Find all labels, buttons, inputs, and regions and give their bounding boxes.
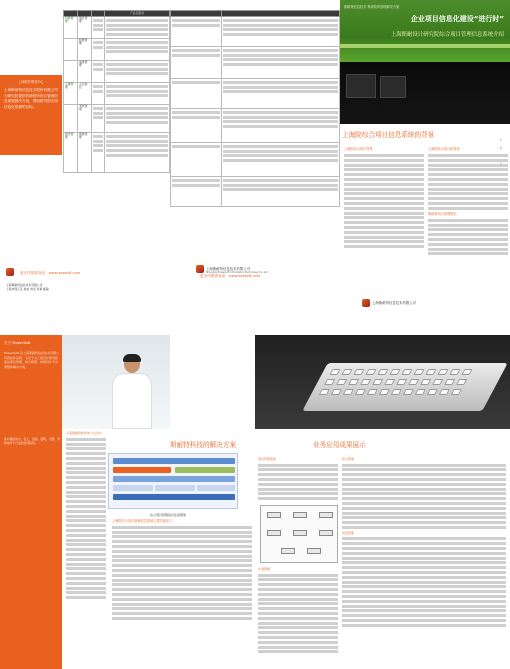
column-heading: 上海院综合项目管理信息系统主要功能如下： — [112, 519, 176, 523]
table-cell-detail — [92, 61, 105, 83]
table-cell-detail — [92, 133, 105, 173]
table-cell-category: 科研管理 — [64, 17, 78, 39]
website-link[interactable]: 更多详情请登录：www.saesoft.com — [200, 274, 261, 278]
plan-column — [258, 567, 338, 655]
requirements-column — [428, 145, 508, 257]
table-row — [64, 39, 170, 61]
monitor-image — [346, 74, 376, 98]
background-column — [344, 145, 424, 250]
column-heading: 上海院综合项目的需求 — [428, 147, 460, 151]
diagram-layer — [113, 494, 235, 500]
results-title: 业务应用成果展示 — [313, 441, 366, 449]
company-brand — [372, 300, 416, 305]
flow-node — [267, 530, 281, 536]
flow-node — [293, 530, 307, 536]
table-cell — [171, 17, 222, 47]
flow-node — [267, 512, 281, 518]
diagram-layer — [113, 485, 153, 491]
table-cell — [171, 177, 222, 207]
table-cell-detail — [105, 133, 170, 173]
table-cell-category: 人事管理 — [64, 83, 78, 105]
table-row — [171, 17, 340, 47]
column-heading: 斯耐特项目管理理念 — [428, 211, 457, 216]
cover-subtitle: 上海斯耐设计研究院综合项目管理信息系统介绍 — [390, 32, 504, 38]
diagram-layer — [113, 467, 171, 473]
flow-node — [293, 512, 307, 518]
table-cell — [171, 47, 222, 79]
section-title: 上海院综合项目信息系统的背景 — [342, 131, 435, 139]
process-column — [258, 457, 338, 502]
table-cell-detail — [92, 17, 105, 39]
management-column — [342, 457, 506, 628]
business-column — [66, 431, 106, 601]
table-cell-sub: 成果管理 — [78, 61, 92, 83]
table-cell-sub: 考核管理 — [78, 105, 92, 133]
table-cell-detail — [92, 105, 105, 133]
company-logo-icon — [362, 299, 370, 307]
table-row — [64, 105, 170, 133]
table-row — [64, 83, 170, 105]
solution-column — [112, 519, 252, 622]
cover-title: 企业项目信息化建设“进行时” — [410, 15, 504, 23]
table-cell-sub: 项目管理 — [78, 17, 92, 39]
table-cell-detail — [92, 83, 105, 105]
website-link[interactable]: 更多详情请登录：www.saesoft.com — [20, 271, 81, 275]
company-address — [6, 283, 166, 292]
table-cell-sub: 预算管理 — [78, 133, 92, 173]
table-row — [64, 133, 170, 173]
company-name: 上海斯耐特信息技术有限公司 — [6, 283, 43, 287]
cover-banner — [340, 0, 510, 62]
toc-item[interactable]: 上海院综合项目管理信息系统的背景 1 — [441, 138, 502, 142]
address-line: 上海市徐汇区 地址 电话 传真 邮编 — [6, 287, 49, 292]
callout-box — [0, 75, 62, 155]
banner-small-text: 斯耐特信息技术 科研院所管理解决方案 — [344, 5, 400, 9]
table-cell-category — [64, 105, 78, 133]
column-heading: 上海院综合项目背景 — [344, 147, 373, 151]
diagram-layer — [175, 467, 235, 473]
column-heading: 项目管理流程 — [258, 457, 277, 461]
table-row — [171, 47, 340, 79]
table-row — [64, 17, 170, 39]
column-heading: 上海斯耐特软件的“全业务” — [66, 431, 103, 435]
about-sidebar — [0, 335, 62, 669]
diagram-caption: 综合项目管理信息系统框架 — [150, 513, 187, 517]
consultant-photo — [62, 335, 170, 429]
table-cell-category — [64, 61, 78, 83]
table-cell-detail — [105, 105, 170, 133]
diagram-layer — [197, 485, 235, 491]
flow-node — [319, 512, 333, 518]
diagram-layer — [113, 476, 235, 482]
table-cell — [171, 143, 222, 177]
diagram-layer — [155, 485, 195, 491]
services-table — [63, 10, 170, 173]
table-row — [171, 79, 340, 109]
table-cell-detail — [105, 83, 170, 105]
table-row — [64, 61, 170, 83]
table-cell-detail — [92, 39, 105, 61]
keyboard-photo — [255, 335, 510, 429]
clients-text: 客户遍及电力、化工、冶金、建筑、交通、市政等多个行业的设计院所。 — [4, 437, 60, 446]
inner-flap-panel — [170, 0, 340, 334]
table-cell-sub: 人员信息 — [78, 83, 92, 105]
callout-text: 上海斯耐特信息技术股份有限公司为研究院提供科研院所综合管理信息系统解决方案，帮助研究院实现信息化管理的目标。 — [4, 88, 58, 109]
table-cell-category: 财务管理 — [64, 133, 78, 173]
flow-node — [281, 548, 295, 554]
table-cell-category — [64, 39, 78, 61]
company-name: 上海斯耐特信息技术有限公司 — [206, 267, 251, 271]
back-panel — [0, 0, 170, 334]
table-cell — [221, 177, 339, 207]
company-name: 上海斯耐特信息技术有限公司 — [372, 301, 417, 305]
flow-node — [319, 530, 333, 536]
person-image — [112, 355, 152, 429]
column-heading: 质量管理 — [342, 530, 355, 535]
table-cell-detail — [105, 39, 170, 61]
about-title: 关于 PowerSoft — [4, 341, 31, 345]
table-row — [171, 143, 340, 177]
company-logo-icon — [6, 268, 14, 276]
company-name-en: Shanghai Powersoft Information Technology Co.,Ltd — [206, 271, 268, 274]
table-cell-detail — [105, 61, 170, 83]
table-cell — [221, 143, 339, 177]
company-logo-icon — [196, 265, 204, 273]
table-row — [171, 177, 340, 207]
diagram-layer — [113, 458, 235, 464]
table-cell — [171, 79, 222, 109]
brochure-inside-sheet — [0, 335, 510, 669]
detail-table — [170, 10, 340, 207]
table-cell — [221, 17, 339, 47]
architecture-diagram — [108, 453, 238, 509]
cover-panel — [340, 0, 510, 334]
callout-header: 上海软件研发中心 — [18, 80, 44, 84]
company-brand — [206, 266, 268, 274]
about-text: PowerSoft 是上海斯耐特信息技术有限公司的软件品牌，专注于为工程设计研究院提供项目管理、综合管理、协同设计平台等整体解决方案。 — [4, 351, 59, 369]
table-cell — [171, 109, 222, 143]
flow-node — [307, 548, 321, 554]
table-cell — [221, 109, 339, 143]
table-cell-detail — [105, 17, 170, 39]
column-heading: 计划管理 — [258, 567, 271, 571]
table-cell-sub: 经费管理 — [78, 39, 92, 61]
toc-item[interactable]: 斯耐特科技的解决方案 2 — [462, 146, 502, 150]
table-cell — [221, 79, 339, 109]
column-heading: 综合管理 — [342, 457, 355, 461]
keyboard-image — [302, 363, 508, 411]
monitor-image — [380, 76, 406, 98]
brochure-outside-sheet — [0, 0, 510, 334]
table-cell — [221, 47, 339, 79]
table-row — [171, 109, 340, 143]
banner-stripe — [340, 44, 510, 48]
table-header-cell: 产品及服务 — [105, 11, 170, 17]
solution-title: 斯耐特科技的解决方案 — [170, 441, 236, 449]
workflow-diagram — [260, 505, 338, 563]
